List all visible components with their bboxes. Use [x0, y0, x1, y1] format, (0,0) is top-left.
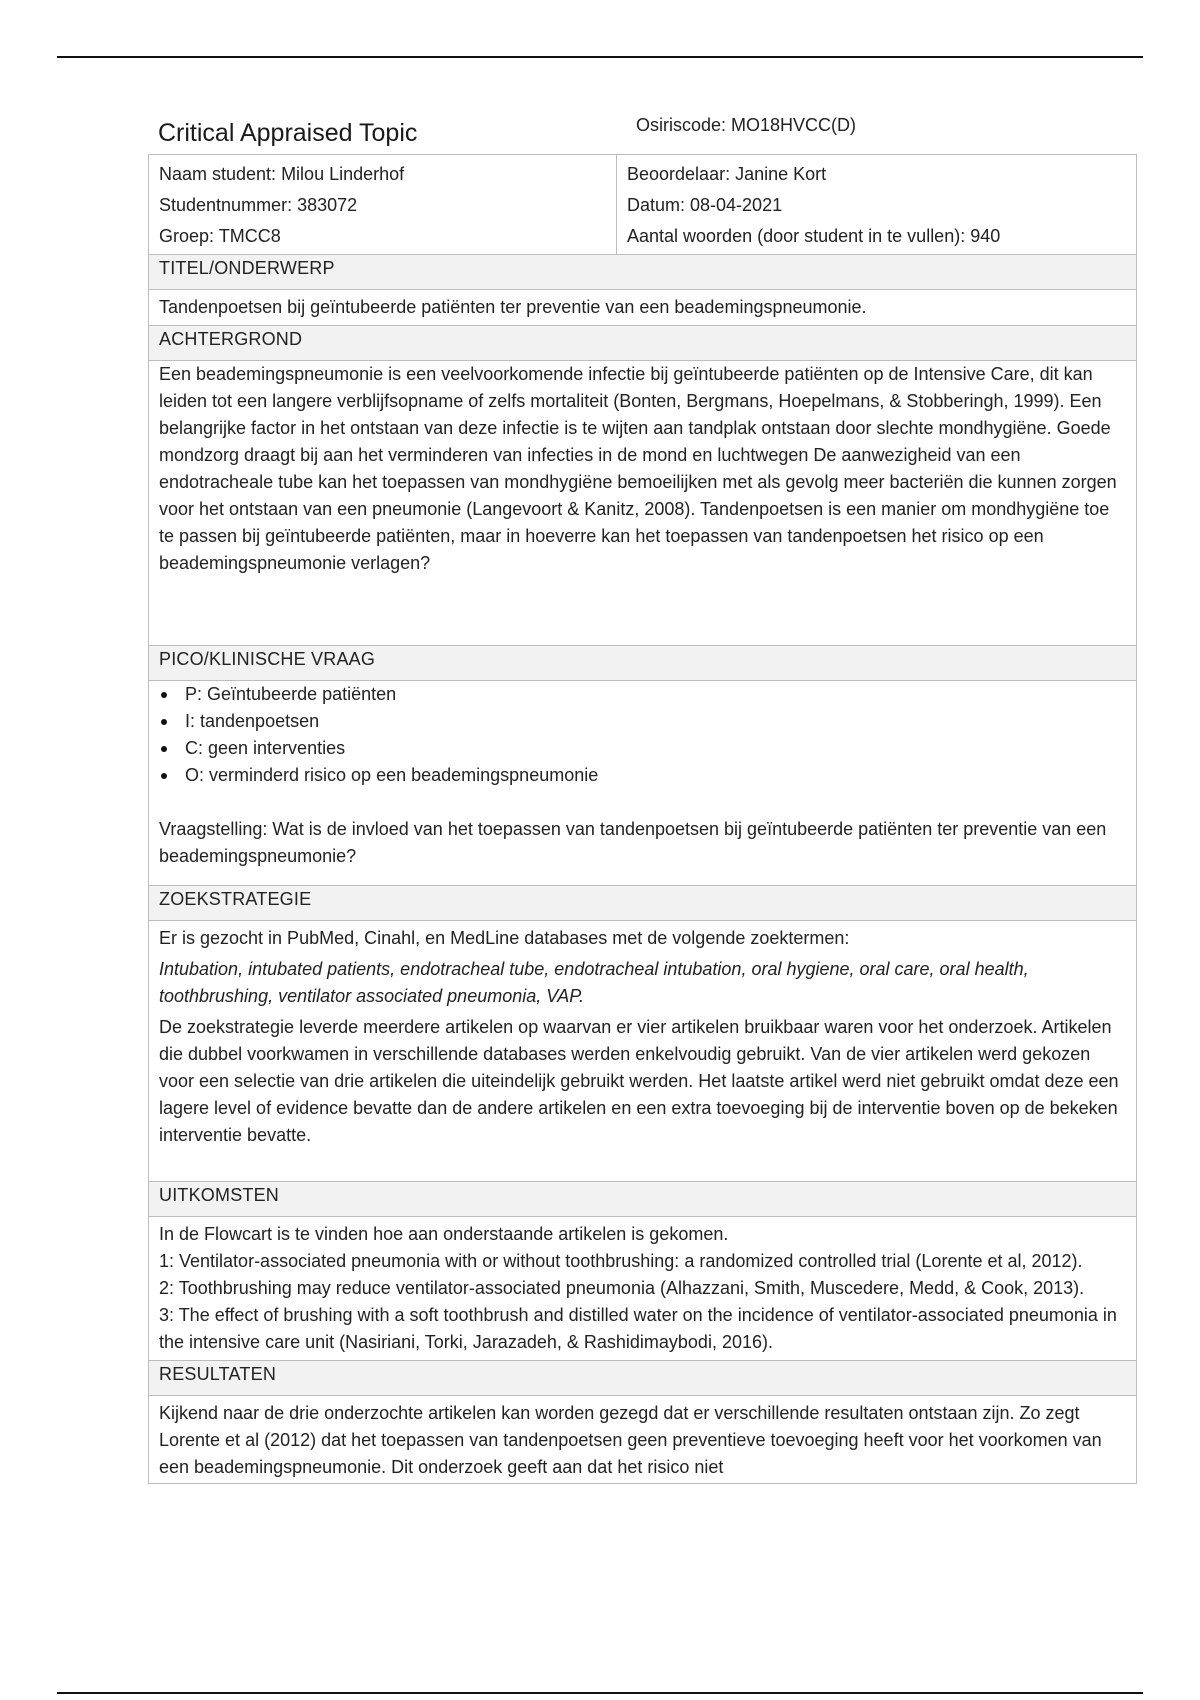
assessor: Beoordelaar: Janine Kort — [627, 164, 827, 184]
section-body-outcomes — [149, 1217, 1137, 1361]
assessment-info — [617, 155, 1137, 255]
student-info — [149, 155, 617, 255]
section-heading-title: TITEL/ONDERWERP — [149, 255, 1137, 290]
results-text: Kijkend naar de drie onderzochte artikelen kan worden gezegd dat er verschillende resultaten ontstaan zijn. Zo zegt Lorente et al (2012) dat het toepassen van tandenpoetsen geen preventieve toevoeging heeft voor het voorkomen van een beademingspneumonie. Dit onderzoek geeft aan dat het risico niet — [159, 1403, 1102, 1477]
search-intro: Er is gezocht in PubMed, Cinahl, en MedLine databases met de volgende zoektermen: — [159, 928, 850, 948]
search-terms: Intubation, intubated patients, endotracheal tube, endotracheal intubation, oral hygiene, oral care, oral health, toothbrushing, ventilator associated pneumonia, VAP. — [159, 959, 1029, 1006]
clinical-question: Vraagstelling: Wat is de invloed van het toepassen van tandenpoetsen bij geïntubeerde patiënten ter preventie van een beademingspneumonie? — [159, 819, 1107, 866]
top-rule — [57, 56, 1143, 58]
document-header — [148, 110, 1136, 154]
section-heading-search: ZOEKSTRATEGIE — [149, 886, 1137, 921]
bottom-rule — [57, 1692, 1143, 1694]
outcomes-intro: In de Flowcart is te vinden hoe aan onderstaande artikelen is gekomen. — [159, 1224, 729, 1244]
cat-document — [148, 110, 1136, 1484]
section-body-search — [149, 921, 1137, 1182]
title-text: Tandenpoetsen bij geïntubeerde patiënten ter preventie van een beademingspneumonie. — [159, 297, 867, 317]
section-body-title — [149, 290, 1137, 326]
student-group: Groep: TMCC8 — [159, 226, 281, 246]
meta-row — [149, 155, 1137, 255]
section-body-results — [149, 1396, 1137, 1484]
pico-item-p: P: Geïntubeerde patiënten — [159, 681, 1126, 708]
search-text: De zoekstrategie leverde meerdere artikelen op waarvan er vier artikelen bruikbaar waren voor het onderzoek. Artikelen die dubbel voorkwamen in verschillende databases werden enkelvoudig gebruikt. Van de vier artikelen werd gekozen voor een selectie van drie artikelen die uiteindelijk gebruikt werden. Het laatste artikel werd niet gebruikt omdat deze een lagere level of evidence bevatte dan de andere artikelen en een extra toevoeging bij de interventie boven op de bekeken interventie bevatte. — [159, 1017, 1119, 1145]
section-body-pico — [149, 681, 1137, 886]
student-number: Studentnummer: 383072 — [159, 195, 358, 215]
student-name: Naam student: Milou Linderhof — [159, 164, 405, 184]
section-heading-background: ACHTERGROND — [149, 326, 1137, 361]
pico-item-c: C: geen interventies — [159, 735, 1126, 762]
pico-list — [159, 681, 1126, 789]
osiris-code: Osiriscode: MO18HVCC(D) — [636, 115, 857, 135]
section-heading-outcomes: UITKOMSTEN — [149, 1182, 1137, 1217]
outcome-item: 1: Ventilator-associated pneumonia with or without toothbrushing: a randomized controlled trial (Lorente et al, 2012). — [159, 1251, 1083, 1271]
outcome-item: 3: The effect of brushing with a soft toothbrush and distilled water on the incidence of ventilator-associated pneumonia in the intensive care unit (Nasiriani, Torki, Jarazadeh, & Rashidimaybodi, 2016). — [159, 1305, 1117, 1352]
date: Datum: 08-04-2021 — [627, 195, 783, 215]
section-body-background — [149, 361, 1137, 646]
section-heading-pico: PICO/KLINISCHE VRAAG — [149, 646, 1137, 681]
cat-table — [148, 154, 1137, 1484]
outcome-item: 2: Toothbrushing may reduce ventilator-associated pneumonia (Alhazzani, Smith, Muscedere, Medd, & Cook, 2013). — [159, 1278, 1085, 1298]
document-title: Critical Appraised Topic — [158, 119, 418, 147]
pico-item-i: I: tandenpoetsen — [159, 708, 1126, 735]
section-heading-results: RESULTATEN — [149, 1361, 1137, 1396]
background-text: Een beademingspneumonie is een veelvoorkomende infectie bij geïntubeerde patiënten op de Intensive Care, dit kan leiden tot een langere verblijfsopname of zelfs mortaliteit (Bonten, Bergmans, Hoepelmans, & Stobberingh, 1999). Een belangrijke factor in het ontstaan van deze infectie is te wijten aan tandplak ontstaan door slechte mondhygiëne. Goede mondzorg draagt bij aan het verminderen van infecties in de mond en luchtwegen De aanwezigheid van een endotracheale tube kan het toepassen van mondhygiëne bemoeilijken met als gevolg meer bacteriën die kunnen zorgen voor het ontstaan van een pneumonie (Langevoort & Kanitz, 2008). Tandenpoetsen is een manier om mondhygiëne toe te passen bij geïntubeerde patiënten, maar in hoeverre kan het toepassen van tandenpoetsen het risico op een beademingspneumonie verlagen? — [159, 364, 1117, 573]
word-count: Aantal woorden (door student in te vullen): 940 — [627, 226, 1001, 246]
pico-item-o: O: verminderd risico op een beademingspneumonie — [159, 762, 1126, 789]
